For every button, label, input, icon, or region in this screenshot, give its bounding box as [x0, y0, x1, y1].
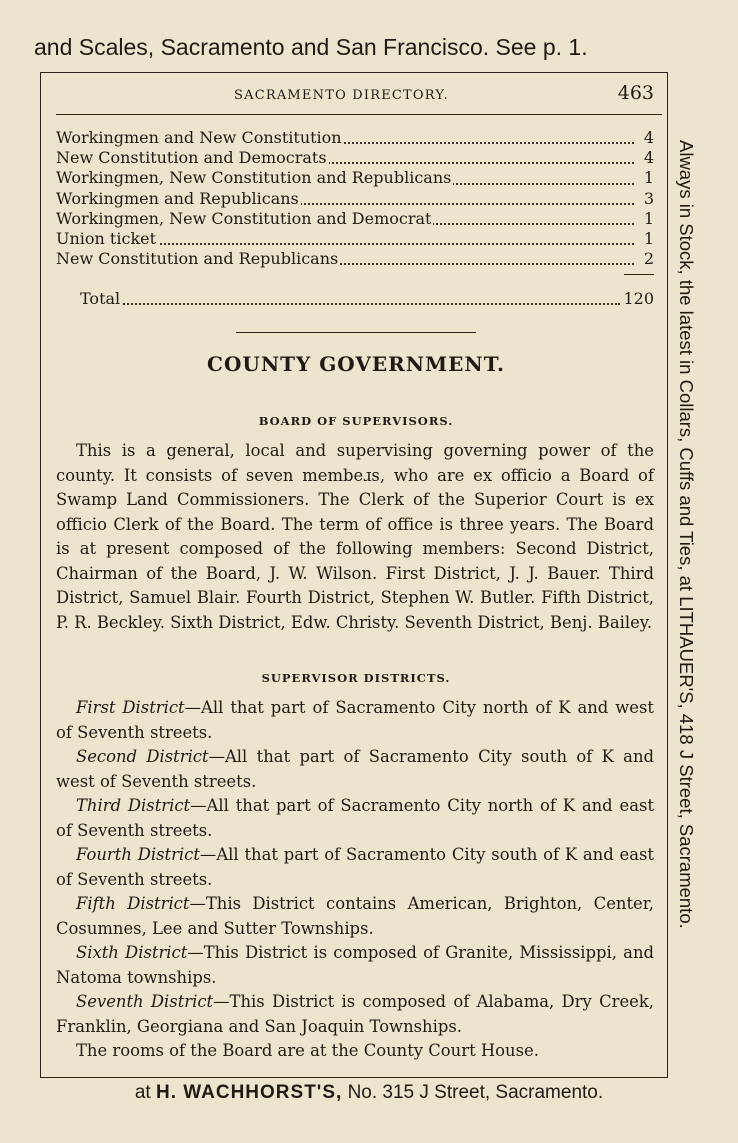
district-description: —This District is composed of Granite, Mississippi, and Natoma townships. [56, 943, 655, 987]
district-entry [56, 794, 654, 843]
tally-label: New Constitution and Democrats [56, 148, 327, 168]
district-entry [56, 696, 654, 745]
tally-row [56, 229, 656, 249]
side-advert-text: Always in Stock, the latest in Collars, Cuffs and Ties, at LITHAUER'S, 418 J Street, Sacramento. [676, 140, 697, 929]
tally-count: 4 [643, 148, 654, 168]
header-rule [56, 114, 662, 115]
district-entry [56, 843, 654, 892]
district-entry [56, 745, 654, 794]
tally-row [56, 148, 656, 168]
district-description: —All that part of Sacramento City south of K and west of Seventh streets. [56, 747, 654, 791]
district-description: —All that part of Sacramento City north of K and east of Seventh streets. [56, 796, 654, 840]
tally-label: Workingmen and Republicans [56, 188, 299, 208]
tally-label: New Constitution and Republicans [56, 249, 339, 269]
tally-row [56, 128, 656, 148]
tally-label: Union ticket [56, 228, 157, 248]
tally-row [56, 209, 656, 229]
tally-row [56, 189, 656, 209]
section-title: COUNTY GOVERNMENT. [207, 352, 505, 376]
tally-label: Workingmen and New Constitution [56, 128, 342, 147]
sum-rule [624, 274, 654, 275]
district-description: —All that part of Sacramento City south of K and east of Seventh streets. [56, 845, 654, 889]
district-name: Sixth District [76, 943, 188, 962]
running-title: SACRAMENTO DIRECTORY. [234, 88, 449, 103]
tally-row [56, 168, 656, 188]
tally-count: 2 [643, 249, 654, 269]
rooms-note: The rooms of the Board are at the County Court House. [76, 1041, 539, 1060]
district-name: First District [76, 698, 185, 717]
bottom-banner-brand: H. WACHHORST'S, [155, 1082, 343, 1103]
district-entry [56, 892, 654, 941]
tally-label: Workingmen, New Constitution and Republicans [56, 168, 452, 188]
district-name: Second District [76, 747, 209, 766]
tally-label: Workingmen, New Constitution and Democrat [56, 208, 432, 228]
district-description: —All that part of Sacramento City north of K and west of Seventh streets. [56, 698, 654, 742]
running-head [56, 82, 656, 108]
district-description: —This District is composed of Alabama, Dry Creek, Franklin, Georgiana and San Joaquin Townships. [56, 992, 654, 1036]
tally-count: 1 [643, 228, 654, 248]
district-name: Seventh District [76, 992, 214, 1011]
district-entry [56, 941, 654, 990]
district-description: —This District contains American, Brighton, Center, Cosumnes, Lee and Sutter Townships. [56, 894, 654, 938]
total-count: 120 [623, 289, 654, 308]
total-row [80, 289, 654, 309]
total-label: Total [80, 289, 121, 308]
bottom-banner-suffix: No. 315 J Street, Sacramento. [347, 1082, 604, 1103]
districts-heading: SUPERVISOR DISTRICTS. [261, 671, 451, 685]
bottom-advert-banner [0, 1082, 738, 1104]
side-advert-banner [668, 140, 702, 1000]
section-rule [236, 332, 476, 333]
election-tally [56, 128, 656, 269]
district-name: Fifth District [76, 894, 190, 913]
tally-count: 3 [643, 188, 654, 208]
district-name: Third District [76, 796, 191, 815]
district-entry [56, 990, 654, 1039]
top-advert-banner: and Scales, Sacramento and San Francisco. See p. 1. [34, 34, 588, 60]
tally-count: 1 [643, 208, 654, 228]
page-number: 463 [617, 82, 654, 104]
tally-count: 1 [643, 168, 654, 188]
tally-count: 4 [643, 128, 654, 147]
bottom-banner-prefix: at [134, 1082, 151, 1103]
board-heading: BOARD OF SUPERVISORS. [258, 414, 454, 428]
tally-row [56, 249, 656, 269]
board-paragraph: This is a general, local and supervising governing power of the county. It consists of seven membeɹs, who are ex officio a Board of Swamp Land Commissioners. The Clerk of the Superior Court is ex officio Clerk of the Board. The term of office is three years. The Board is at present composed of the following members: Second District, Chairman of the Board, J. W. Wilson. First District, J. J. Bauer. Third District, Samuel Blair. Fourth District, Stephen W. Butler. Fifth District, P. R. Beckley. Sixth District, Edw. Christy. Seventh District, Benj. Bailey. [56, 441, 654, 632]
district-name: Fourth District [76, 845, 200, 864]
